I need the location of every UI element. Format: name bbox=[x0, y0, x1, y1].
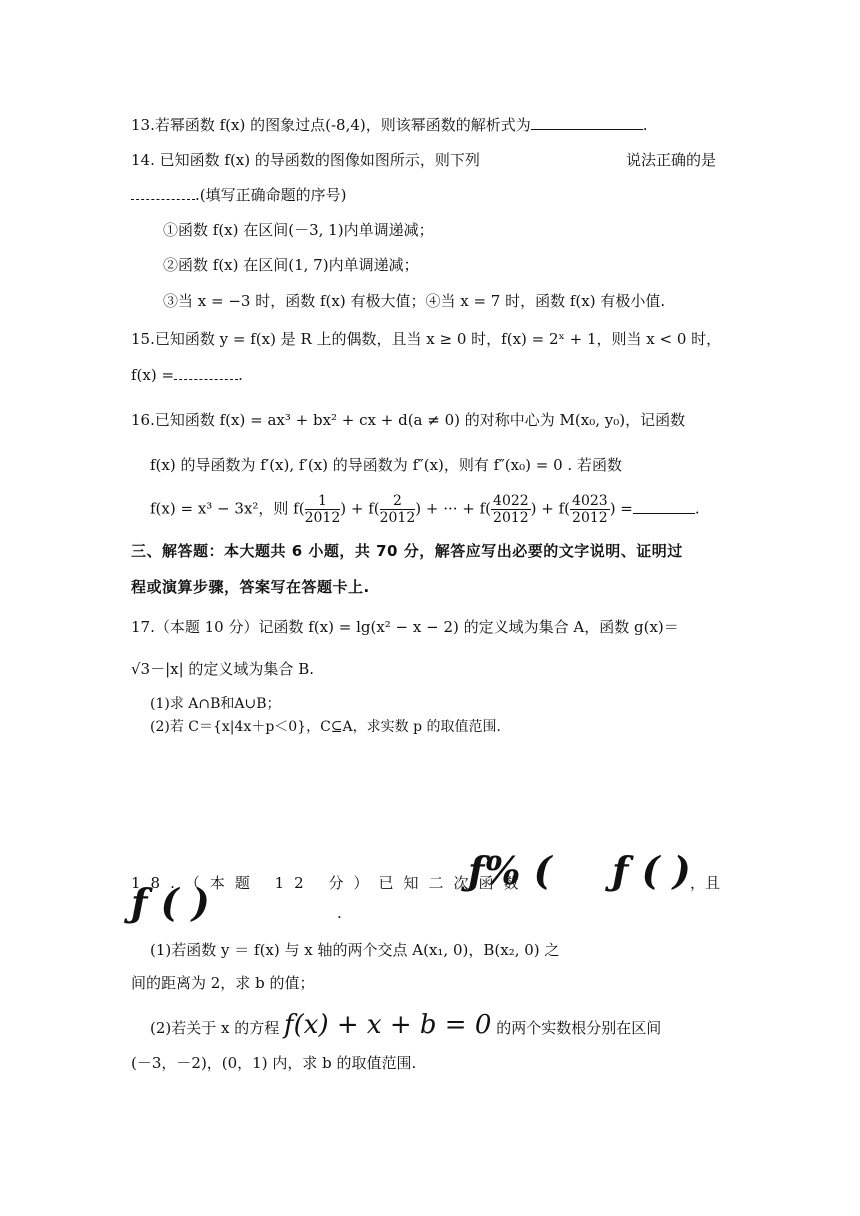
q16-line3 bbox=[150, 494, 700, 525]
answer-blank[interactable] bbox=[131, 198, 195, 200]
q18-title: 18.（本题 12 分）已知二次函数 bbox=[131, 874, 529, 892]
q17-line2: √3－|x| 的定义域为集合 B. bbox=[131, 660, 314, 678]
q14-option-1: ①函数 f(x) 在区间(－3, 1)内单调递减； bbox=[163, 221, 434, 239]
q15-line2 bbox=[131, 368, 243, 383]
answer-blank[interactable] bbox=[174, 378, 238, 380]
q14-option-2: ②函数 f(x) 在区间(1, 7)内单调递减； bbox=[163, 256, 419, 274]
q15-lhs: f(x) = bbox=[131, 366, 175, 384]
period: . bbox=[238, 366, 243, 384]
garbled-formula-fragment: ƒ ( ) bbox=[612, 848, 691, 893]
q14-line1-end bbox=[626, 153, 716, 168]
denominator: 2012 bbox=[572, 510, 608, 526]
q17-sub2: (2)若 C＝{x|4x＋p＜0}，C⊆A，求实数 p 的取值范围. bbox=[150, 719, 501, 735]
q16-expr-start: f(x) = x³ − 3x²，则 f( bbox=[150, 499, 305, 518]
q13-line bbox=[131, 118, 648, 133]
numerator: 2 bbox=[380, 494, 416, 510]
answer-blank[interactable] bbox=[633, 512, 695, 514]
q17-sub1: (1)求 A∩B和A∪B； bbox=[150, 696, 281, 712]
q18-line1-end: ，且 bbox=[690, 874, 721, 892]
q18-equation: f(x) + x + b = 0 bbox=[284, 1010, 492, 1040]
q16-expr-mid: ) + ··· + f( bbox=[415, 499, 492, 518]
q15-line1: 15.已知函数 y = f(x) 是 R 上的偶数，且当 x ≥ 0 时，f(x) = 2ˣ + 1，则当 x < 0 时， bbox=[131, 330, 722, 348]
section-heading-line1: 三、解答题：本大题共 6 小题，共 70 分，解答应写出必要的文字说明、证明过 bbox=[131, 542, 683, 560]
period: . bbox=[642, 116, 648, 134]
q18-sub2-text-end: 的两个实数根分别在区间 bbox=[496, 1019, 662, 1037]
period: . bbox=[694, 499, 700, 518]
q13-text: 13.若幂函数 f(x) 的图象过点(-8,4)，则该幂函数的解析式为 bbox=[131, 116, 531, 134]
garbled-formula-fragment: ƒ% ( bbox=[468, 848, 552, 893]
q16-expr-mid: ) + f( bbox=[530, 499, 571, 518]
denominator: 2012 bbox=[493, 510, 529, 526]
garbled-formula-fragment: ƒ ( ) bbox=[131, 880, 210, 925]
q14-option-34: ③当 x = −3 时，函数 f(x) 有极大值；④当 x = 7 时，函数 f(x) 有极小值. bbox=[163, 292, 666, 310]
fraction bbox=[491, 494, 531, 525]
denominator: 2012 bbox=[304, 510, 341, 526]
q16-line1: 16.已知函数 f(x) = ax³ + bx² + cx + d(a ≠ 0) 的对称中心为 M(x₀, y₀)，记函数 bbox=[131, 411, 686, 429]
section-heading-line2: 程或演算步骤，答案写在答题卡上. bbox=[131, 578, 370, 596]
q16-expr-end: ) = bbox=[609, 499, 633, 518]
answer-blank[interactable] bbox=[531, 128, 643, 130]
q16-line2: f(x) 的导函数为 f′(x), f′(x) 的导函数为 f″(x)，则有 f″(x₀) = 0 . 若函数 bbox=[150, 456, 622, 474]
q18-sub2-text: (2)若关于 x 的方程 bbox=[150, 1019, 280, 1037]
q18-sub2-line1 bbox=[150, 1010, 661, 1043]
q14-text-b: 说法正确的是 bbox=[626, 151, 717, 169]
q14-line1 bbox=[131, 153, 480, 168]
q18-sub1-line1: (1)若函数 y ＝ f(x) 与 x 轴的两个交点 A(x₁, 0)，B(x₂, 0) 之 bbox=[150, 941, 560, 959]
q14-text-a: 14. 已知函数 f(x) 的导函数的图像如图所示，则下列 bbox=[131, 151, 480, 169]
q16-expr-mid: ) + f( bbox=[340, 499, 380, 518]
q14-instruction: .(填写正确命题的序号) bbox=[195, 186, 347, 204]
q14-line2 bbox=[131, 188, 346, 203]
fraction bbox=[305, 494, 341, 525]
fraction bbox=[570, 494, 610, 525]
q17-line1: 17.（本题 10 分）记函数 f(x) = lg(x² − x − 2) 的定义域为集合 A，函数 g(x)＝ bbox=[131, 618, 679, 636]
numerator: 4022 bbox=[493, 493, 529, 509]
denominator: 2012 bbox=[379, 510, 416, 526]
numerator: 1 bbox=[305, 494, 341, 510]
fraction bbox=[380, 494, 416, 525]
q18-sub2-line2: (－3，－2)，(0，1) 内，求 b 的取值范围. bbox=[131, 1054, 417, 1072]
numerator: 4023 bbox=[572, 493, 608, 509]
q18-dot: . bbox=[337, 904, 342, 922]
q18-sub1-line2: 间的距离为 2，求 b 的值； bbox=[131, 974, 315, 992]
